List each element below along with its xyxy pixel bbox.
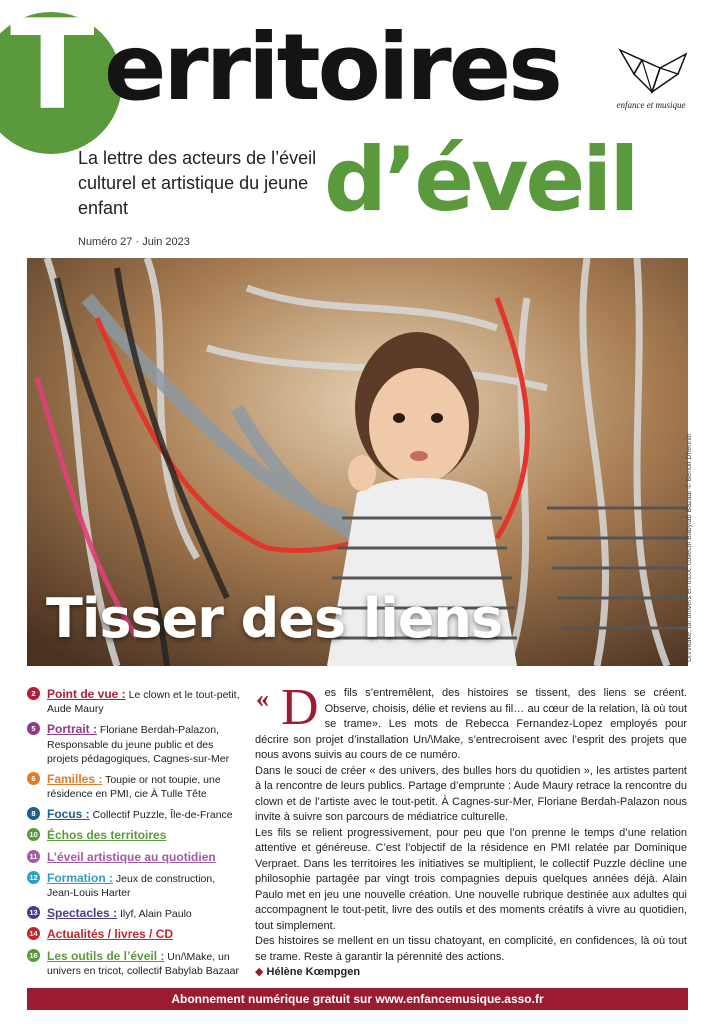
signature — [255, 965, 687, 981]
toc-description: Le clown et le tout-petit, Aude Maury — [47, 689, 240, 716]
editorial-paragraph-4: Des histoires se mellent en un tissu chatoyant, en complicité, en confidences, là où tout se trame. Reste à garantir la pérennité des actions. — [255, 935, 687, 963]
toc-item[interactable] — [27, 721, 242, 766]
toc-description: Ilyf, Alain Paulo — [117, 908, 192, 921]
editorial — [255, 679, 687, 981]
diamond-icon: ◆ — [255, 966, 264, 978]
toc-section-title: Échos des territoires — [47, 828, 167, 843]
tagline: La lettre des acteurs de l’éveil culturel et artistique du jeune enfant — [78, 148, 317, 218]
table-of-contents — [27, 686, 242, 983]
page-number-badge: 10 — [27, 828, 40, 841]
toc-item[interactable] — [27, 771, 242, 801]
page-number-badge: 2 — [27, 687, 40, 700]
subscription-banner[interactable]: Abonnement numérique gratuit sur www.enfancemusique.asso.fr — [27, 988, 688, 1010]
toc-item[interactable] — [27, 948, 242, 978]
page-number-badge: 13 — [27, 906, 40, 919]
toc-item[interactable] — [27, 870, 242, 900]
toc-description: Un/\Make, un univers en tricot, collectif Babylab Bazaar — [47, 950, 240, 977]
toc-section-title: Portrait : — [47, 722, 98, 737]
quote-mark: « — [256, 684, 269, 713]
cover-headline: Tisser des liens — [46, 587, 503, 650]
toc-description: Collectif Puzzle, Île-de-France — [89, 809, 233, 822]
title-deveil: d’éveil — [324, 128, 637, 231]
issue-number: Numéro 27 · Juin 2023 — [78, 236, 190, 248]
toc-description: Jeux de construction, Jean-Louis Harter — [47, 872, 216, 899]
editorial-paragraph-1: Des fils s’entremêlent, des histoires se tissent, des liens se créent. Observe, choisis, délie et reviens au fil… au cœur de la relation, là où tout se trame». Les mots de Rebecca Fernandez-Lopez employés pour décrire son projet d’installation Un/\Make, s’entrecroisent avec l’esprit des projets que nous avons suivis au cours de ce numéro. — [255, 679, 687, 761]
toc-item[interactable] — [27, 905, 242, 921]
title-first-letter: T — [10, 0, 91, 138]
toc-section-title: Familles : — [47, 771, 103, 786]
signature-name: Hélène Kœmpgen — [266, 966, 361, 978]
page-number-badge: 12 — [27, 871, 40, 884]
title-territoires: erritoires — [104, 14, 560, 121]
toc-item[interactable] — [27, 849, 242, 865]
toc-item[interactable] — [27, 806, 242, 822]
logo-text: enfance et musique — [616, 100, 686, 110]
toc-section-title: Formation : — [47, 870, 113, 885]
toc-item[interactable] — [27, 827, 242, 843]
toc-item[interactable] — [27, 926, 242, 942]
drop-cap: D — [281, 679, 319, 736]
photo-credit: Un/\Make, un univers en tricot, collectif Babylab Bazaar © Benoit Dhennin — [686, 433, 693, 662]
page-number-badge: 5 — [27, 722, 40, 735]
toc-section-title: Les outils de l’éveil : — [47, 948, 165, 963]
editorial-paragraph-2: Dans le souci de créer « des univers, des bulles hors du quotidien », les artistes partent à la rencontre de leurs publics. Partage d’emprunte : Aude Maury retrace la rencontre du clown et de l’artiste avec le tout-petit. À Cagnes-sur-Mer, Floriane Berdah-Palazon nous invite à suivre son parcours de médiatrice culturelle. — [255, 764, 687, 823]
page-number-badge: 8 — [27, 807, 40, 820]
toc-description: Toupie or not toupie, une résidence en PMI, cie À Tulle Tête — [47, 773, 221, 801]
toc-section-title: Point de vue : — [47, 687, 126, 701]
toc-section-title: Actualités / livres / CD — [47, 927, 174, 942]
toc-section-title: Focus : — [47, 807, 90, 822]
page-number-badge: 16 — [27, 949, 40, 962]
toc-section-title: L’éveil artistique au quotidien — [47, 849, 216, 864]
toc-section-title: Spectacles : — [47, 906, 118, 921]
toc-item[interactable] — [27, 686, 242, 716]
page-number-badge: 11 — [27, 850, 40, 863]
page-number-badge: 14 — [27, 927, 40, 940]
editorial-paragraph-3: Les fils se relient progressivement, pour peu que l’on prenne le temps d’une relation attentive et généreuse. C’est l’objectif de la résidence en PMI relatée par Dominique Verpraet. Dans les territoires les initiatives se multiplient, le collectif Puzzle décline une philosophie partagée par vingt trois compagnies depuis quelques années déjà. Alain Paulo met en jeu une nouvelle création. Une nouvelle rubrique destinée aux adultes qui accompagnent le tout-petit, livre des outils et des moments créatifs à vivre au quotidien, tout simplement. — [255, 826, 687, 932]
toc-description: Floriane Berdah-Palazon, Responsable du jeune public et des projets pédagogiques, Cagnes-sur-Mer — [47, 724, 230, 765]
page-number-badge: 6 — [27, 772, 40, 785]
